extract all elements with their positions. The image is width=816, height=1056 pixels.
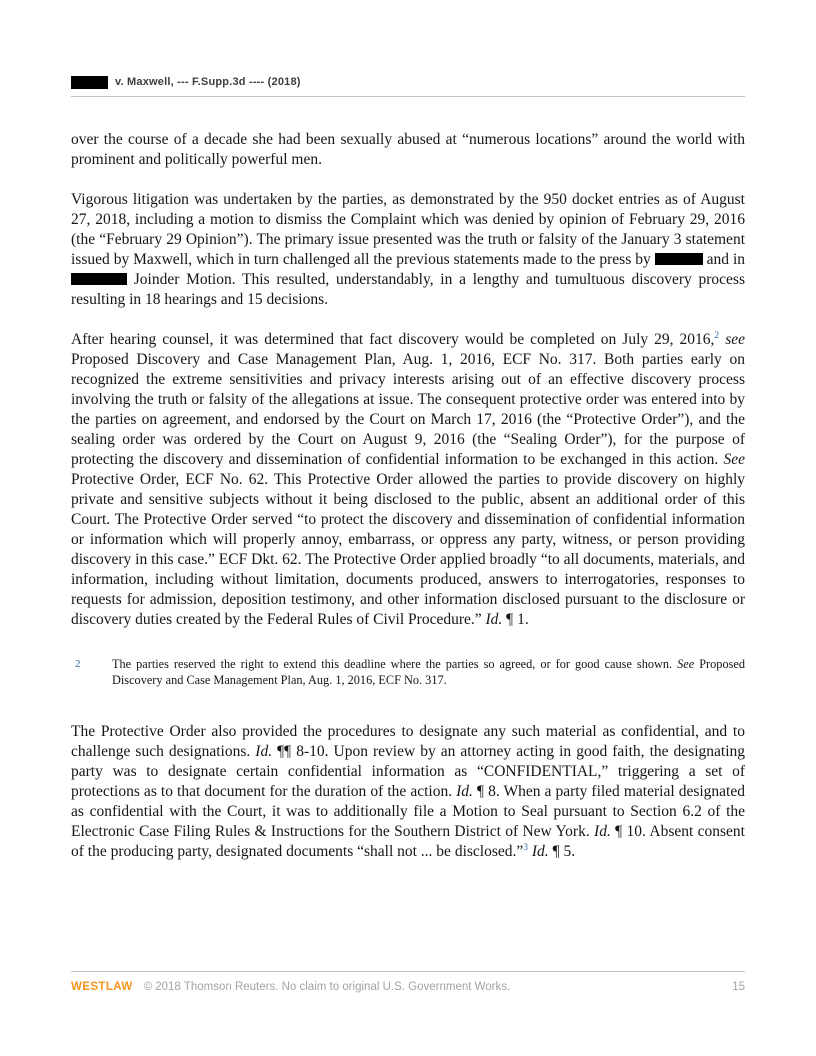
case-citation: v. Maxwell, --- F.Supp.3d ---- (2018) (115, 76, 301, 88)
text-run: ¶ 1. (502, 611, 529, 628)
text-run: The parties reserved the right to extend this deadline where the parties so agreed, or for good cause shown. (112, 657, 678, 671)
body-paragraph-1 (71, 130, 745, 170)
footnote-block (71, 656, 745, 688)
header-citation-line (71, 75, 745, 89)
footnote-reference[interactable]: 3 (523, 842, 529, 853)
footer-divider (71, 971, 745, 972)
body-paragraph-4 (71, 722, 745, 862)
page-header (71, 75, 745, 97)
redaction-box (71, 273, 127, 285)
copyright-text: © 2018 Thomson Reuters. No claim to original U.S. Government Works. (143, 981, 511, 993)
text-run: Id. (456, 783, 473, 800)
text-run: See (723, 451, 745, 468)
text-run: See (677, 657, 695, 671)
text-run: ¶¶ 8-10. Upon review by an attorney acting in good faith, the designating party was to designate certain confidential information as “CONFIDENTIAL,” triggering a set of protections as to that document for the duration of the action. (71, 743, 746, 800)
redaction-box (71, 76, 108, 89)
header-divider (71, 96, 745, 97)
text-run: Id. (594, 823, 611, 840)
body-paragraph-3 (71, 330, 745, 630)
page-footer (71, 964, 745, 993)
text-run: and in (702, 251, 745, 268)
text-run: Vigorous litigation was undertaken by the parties, as demonstrated by the 950 docket entries as of August 27, 2018, including a motion to dismiss the Complaint which was denied by opinion of February 29, 2016 (the “February 29 Opinion”). The primary issue presented was the truth or falsity of the January 3 statement issued by Maxwell, which in turn challenged all the previous statements made to the press by (71, 191, 745, 268)
text-run: After hearing counsel, it was determined that fact discovery would be completed on July 29, 2016, (71, 331, 715, 348)
footnote-text (112, 656, 745, 688)
text-run: ¶ 5. (548, 843, 576, 860)
redaction-box (655, 253, 703, 265)
text-run: Proposed Discovery and Case Management Plan, Aug. 1, 2016, ECF No. 317. (112, 657, 745, 687)
text-run: Joinder Motion. This resulted, understandably, in a lengthy and tumultuous discovery process resulting in 18 hearings and 15 decisions. (71, 271, 745, 308)
footnote-number[interactable]: 2 (75, 658, 81, 670)
text-run: Protective Order, ECF No. 62. This Protective Order allowed the parties to provide discovery on highly private and sensitive subjects without it being disclosed to the public, absent an additional order of this Court. The Protective Order served “to protect the discovery and dissemination of confidential information or information which will properly annoy, embarrass, or oppress any party, witness, or person providing discovery in this case.” ECF Dkt. 62. The Protective Order applied broadly “to all documents, materials, and information, including without limitation, documents produced, answers to interrogatories, responses to requests for admission, deposition testimony, and other information disclosed pursuant to the disclosure or discovery duties created by the Federal Rules of Civil Procedure.” (71, 471, 745, 628)
text-run: Id. (531, 843, 549, 860)
text-run: The Protective Order also provided the procedures to designate any such material as confidential, and to challenge such designations. (71, 723, 745, 760)
text-run: ¶ 8. When a party filed material designated as confidential with the Court, it was to additionally file a Motion to Seal pursuant to Section 6.2 of the Electronic Case Filing Rules & Instructions for the Southern District of New York. (71, 783, 745, 840)
text-run: see (725, 331, 745, 348)
body-paragraph-2 (71, 190, 745, 310)
opinion-body (71, 130, 745, 862)
text-run: Id. (485, 611, 503, 628)
text-run: Id. (255, 743, 273, 760)
footnote-reference[interactable]: 2 (714, 330, 720, 341)
text-run: Proposed Discovery and Case Management Plan, Aug. 1, 2016, ECF No. 317. Both parties early on recognized the extreme sensitivities and privacy interests arising out of an effective discovery process involving the truth or falsity of the allegations at issue. The consequent protective order was entered into by the parties on agreement, and endorsed by the Court on March 17, 2016 (the “Protective Order”), and the sealing order was ordered by the Court on August 9, 2016 (the “Sealing Order”), for the purpose of protecting the discovery and dissemination of confidential information to be exchanged in this action. (71, 351, 745, 468)
text-run: over the course of a decade she had been sexually abused at “numerous locations” around the world with prominent and politically powerful men. (71, 131, 745, 168)
westlaw-logo: WESTLAW (71, 981, 133, 993)
text-run: ¶ 10. Absent consent of the producing party, designated documents “shall not ... be disclosed.” (71, 823, 745, 860)
page-number: 15 (732, 981, 745, 993)
